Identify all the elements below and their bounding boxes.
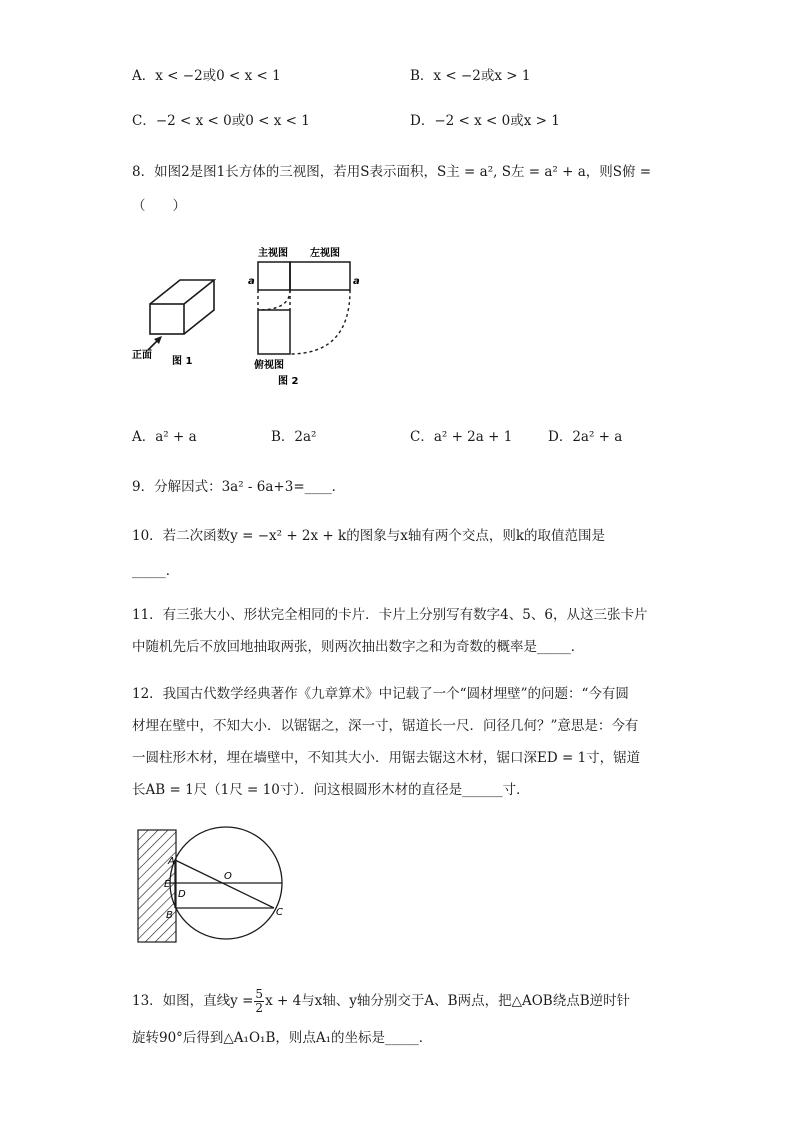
q7-option-a: A．x < −2或0 < x < 1: [132, 68, 281, 84]
label-c: C: [276, 907, 283, 918]
q13-question-line1: [132, 988, 630, 1015]
q10-answer-blank: _____．: [132, 563, 180, 579]
q8-question-text: 8．如图2是图1长方体的三视图，若用S表示面积，S主 = a², S左 = a² + a，则S俯 =: [132, 164, 652, 180]
q8-option-c: C．a² + 2a + 1: [410, 429, 513, 445]
left-view-label: 左视图: [310, 248, 340, 259]
q10-question-line1: 10．若二次函数y = −x² + 2x + k的图象与x轴有两个交点，则k的取值范围是: [132, 528, 606, 544]
q7-option-c: C．−2 < x < 0或0 < x < 1: [132, 113, 310, 129]
q11-question-line1: 11．有三张大小、形状完全相同的卡片．卡片上分别写有数字4、5、6，从这三张卡片: [132, 607, 648, 623]
cuboid-front-face: [150, 304, 184, 334]
fig2-caption: 图 2: [278, 376, 299, 387]
fraction-numerator: 5: [255, 987, 264, 1001]
q8-option-a: A．a² + a: [132, 429, 197, 445]
q8-option-d: D．2a² + a: [548, 429, 623, 445]
fig1-caption: 图 1: [172, 356, 193, 367]
cuboid-top-face: [150, 280, 214, 304]
q7-option-d: D．−2 < x < 0或x > 1: [410, 113, 560, 129]
q12-question-line3: 一圆柱形木材，埋在墙壁中，不知其大小．用锯去锯这木材，锯口深ED = 1寸，锯道: [132, 750, 641, 766]
cuboid-figure: [128, 266, 228, 376]
top-view-label: 俯视图: [254, 360, 284, 371]
fraction-denominator: 2: [255, 1001, 264, 1015]
main-view-rect: [258, 262, 290, 290]
q13-suffix: x + 4与x轴、y轴分别交于A、B两点，把△AOB绕点B逆时针: [265, 993, 631, 1009]
label-a: A: [168, 856, 175, 867]
q13-question-line2: 旋转90°后得到△A₁O₁B，则点A₁的坐标是_____．: [132, 1030, 433, 1046]
q12-question-line2: 材埋在壁中，不知大小．以锯锯之，深一寸，锯道长一尺．问径几何？”意思是：今有: [132, 718, 639, 734]
circle-wall-figure: [134, 824, 304, 948]
q13-prefix: 13．如图，直线y =: [132, 993, 254, 1009]
q12-question-line1: 12．我国古代数学经典著作《九章算术》中记载了一个“圆材埋壁”的问题：“今有圆: [132, 686, 629, 702]
q12-question-line4: 长AB = 1尺（1尺 = 10寸）．问这根圆形木材的直径是______寸．: [132, 782, 530, 798]
main-view-label: 主视图: [258, 248, 288, 259]
edge-a-left: a: [248, 276, 255, 287]
label-d: D: [178, 889, 186, 900]
chord-ac: [175, 860, 274, 908]
top-view-rect: [258, 310, 290, 354]
three-view-figure: [244, 242, 364, 392]
q7-option-b: B．x < −2或x > 1: [410, 68, 531, 84]
label-e: E: [164, 879, 171, 890]
q9-question-text: 9．分解因式：3a² - 6a+3=____．: [132, 479, 346, 495]
label-o: O: [224, 871, 232, 882]
q8-option-b: B．2a²: [271, 429, 317, 445]
left-view-rect: [290, 262, 350, 290]
front-label: 正面: [132, 350, 152, 361]
q8-answer-paren: （ ）: [132, 198, 186, 214]
cuboid-side-face: [184, 280, 214, 334]
fraction-five-halves: [254, 988, 264, 1015]
edge-a-right: a: [353, 276, 360, 287]
label-b: B: [166, 910, 173, 921]
q11-question-line2: 中随机先后不放回地抽取两张，则两次抽出数字之和为奇数的概率是_____．: [132, 639, 585, 655]
